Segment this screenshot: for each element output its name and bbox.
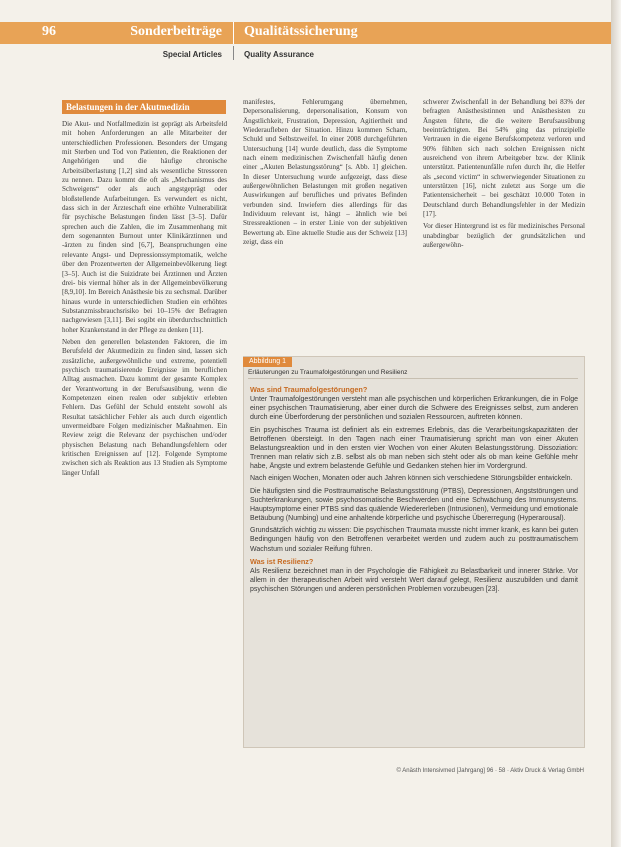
figure-tab: Abbildung 1	[243, 357, 292, 367]
paragraph: manifestes, Fehlerumgang übernehmen, Depersonalisierung, depersonalisation, Konsum von Ängstlichkeit, Frustration, Depression, Agitiertheit und Wiederaufleben der Situation. Hinzu kommen Scham, Schuld und Selbstzweifel. In einer 2008 durchgeführten Untersuchung [14] wurde deutlich, dass die Symptome nach einem medizinischen Zwischenfall häufig denen einer „Akuten Belastungsstörung“ [s. Abb. 1] gleichen. In dieser Untersuchung wurde aufgezeigt, dass diese außergewöhnlichen Belastungen mit großen negativen Auswirkungen auf berufliches und privates Befinden verbunden sind. Inwiefern dies allerdings für das Individuum relevant ist, hängt – ähnlich wie bei Stressreaktionen – in erster Linie von der subjektiven Bewertung ab. Eine aktuelle Studie aus der Schweiz [13] zeigt, dass ein	[243, 98, 407, 247]
box-paragraph: Unter Traumafolgestörungen versteht man alle psychischen und körperlichen Erkrankungen, die in Folge einer psychischen Traumatisierung, aber einer durch die Schwere des Ereignisses selbst, zum anderen durch eine Überforderung der persönlichen und sozialen Ressourcen, auftreten können.	[250, 396, 578, 422]
section-name-en: Special Articles	[162, 50, 222, 59]
box-subtitle: Erläuterungen zu Traumafolgestörungen und Resilienz	[248, 369, 578, 379]
box-body	[250, 383, 578, 597]
footer-copyright: © Anästh Intensivmed [Jahrgang] 96 · 58 · Aktiv Druck & Verlag GmbH	[396, 768, 584, 774]
paragraph: Neben den generellen belastenden Faktoren, die im Berufsfeld der Akutmedizin zu finden sind, lassen sich zusätzliche, außergewöhnliche und extreme, potentiell psychisch traumatisierende Ereignisse im beruflichen Alltag ausmachen. Dazu kommt der gesamte Komplex der Verantwortung in der Berufsausübung, wenn die Kompetenzen einen realen oder subjektiv erlebten Fehlern. Das Gefühl der Schuld entsteht sowohl als Resultat tatsächlicher Fehler als auch durch eigentlich unvermeidbare Folgen medizinischer Maßnahmen. Ein Review zeigt die Relevanz der psychischen und/oder physischen Belastung nach Behandlungsfehlern oder kritischen Ereignissen auf [12]. Folgende Symptome zwischen sich als Reaktion aus 13 Studien als Symptome länger Unfall	[62, 337, 227, 477]
box-heading: Was ist Resilienz?	[250, 556, 314, 566]
box-paragraph: Grundsätzlich wichtig zu wissen: Die psychischen Traumata musste nicht immer krank, es kann bei guten Bedingungen häufig von den Betroffenen verarbeitet werden und zudem auch zu posttraumatischem Wachstum und sozialer Reifung führen.	[250, 527, 578, 553]
section-title: Belastungen in der Akutmedizin	[62, 100, 226, 114]
section-name-de: Sonderbeiträge	[130, 24, 222, 39]
text-column-3	[423, 98, 585, 254]
page-edge	[611, 0, 621, 847]
section-name-de-right: Qualitätssicherung	[244, 24, 358, 39]
text-column-2	[243, 98, 407, 251]
box-heading: Was sind Traumafolgestörungen?	[250, 385, 368, 394]
header-divider	[233, 22, 234, 44]
page-number: 96	[42, 24, 56, 39]
box-paragraph: Nach einigen Wochen, Monaten oder auch Jahren können sich verschiedene Störungsbilder entwickeln.	[250, 475, 573, 483]
box-paragraph: Die häufigsten sind die Posttraumatische Belastungsstörung (PTBS), Depressionen, Angststörungen und Suchterkrankungen, sowie psychosomatische Beschwerden und eine Schwächung des Immunsystems. Hauptsymptome einer PTBS sind das quälende Wiedererleben (Intrusionen), Vermeidung und emotionale Betäubung (Numbing) und eine anhaltende körperliche und psychische Übererregung (Hyperarousal).	[250, 487, 578, 523]
paragraph: Vor dieser Hintergrund ist es für medizinisches Personal unabdingbar bezüglich der grundsätzlichen und außergewöhn-	[423, 222, 585, 250]
box-paragraph: Als Resilienz bezeichnet man in der Psychologie die Fähigkeit zu Belastbarkeit und innerer Stärke. Vor allem in der therapeutischen Arbeit wird versteht Wert darauf gelegt, Resilienz auszubilden und damit psychischen Störungen und anderen persönlichen Problemen vorzubeugen [23].	[250, 567, 578, 594]
section-name-en-right: Quality Assurance	[244, 50, 314, 59]
subheader-divider	[233, 46, 234, 60]
paragraph: Die Akut- und Notfallmedizin ist geprägt als Arbeitsfeld mit hohen Anforderungen an alle Mitarbeiter der unterschiedlichen Professionen. Besonders der Umgang mit Sterben und Tod von Patienten, die Reaktionen der Angehörigen und die häufige chronische Arbeitsüberlastung [1,2] sind als wesentliche Stressoren zu nennen. Dazu kommt die oft als „Mechanismus des Schweigens“ oder als auch angstgeprägt oder bloßstellende Aufarbeitungen. Es verwundert es nicht, dass sich in der Ärzteschaft eine erhöhte Vulnerabilität für psychische Belastungen finden lässt [3–5]. Dafür sprechen auch die Zahlen, die im Zusammenhang mit dem sogenannten Burnout unter Klinikärztinnen und -ärzten zu finden sind [6,7], Beanspruchungen eine relevante Angst- und Depressionssymptomatik, welche über den Prozentwerten der Allgemeinbevölkerung liegt [3–5]. Auch ist die Suizidrate bei Ärztinnen und Ärzten drei- bis viermal höher als in der Allgemeinbevölkerung [8,9,10]. Im Bereich Anästhesie bis zu sechsmal. Darüber hinaus wurde in unterschiedlichen Studien ein erhöhtes Substanzmissbrauchsrisiko bei 10–15% der Befragten nachgewiesen [3,11]. Bei sogibt ein überdurchschnittlich hoher Krankenstand in der Pflege zu denken [11].	[62, 120, 227, 334]
paragraph: schwerer Zwischenfall in der Behandlung bei 83% der befragten Anästhesistinnen und Anästhesisten zu Ängsten führte, die die weitere Berufsausübung beeinträchtigten. Bei 54% ging das prinzipielle Vertrauen in die eigene Berufskompetenz verloren und 90% fühlten sich nach solchen Ereignissen nicht ausreichend von ihrem Arbeitgeber bzw. der Klinik unterstützt. Patientenunfälle rufen durch ihr, die Helfer als „second victim“ in schwerwiegender Situationen zu unterstützen [16], nicht zuletzt aus Sorge um die Patientensicherheit – bei geschätzt 10.000 Toten in Deutschland durch Behandlungsfehler in der Medizin [17].	[423, 98, 585, 219]
text-column-1	[62, 120, 227, 481]
box-paragraph: Ein psychisches Trauma ist definiert als ein extremes Erlebnis, das die Verarbeitungskapazitäten der Betroffenen übersteigt. In den Tagen nach einer Traumatisierung spricht man von einer Akuten Belastungsreaktion und in den ersten vier Wochen von einer Akuten Belastungsstörung. Dissoziation: Trennen man relativ sich z.B. selbst als ob man neben sich steht oder als ob man keine Gefühle mehr habe, Ängste und extrem belastende Gefühle und Gedanken stehen hier im Vordergrund.	[250, 426, 578, 471]
